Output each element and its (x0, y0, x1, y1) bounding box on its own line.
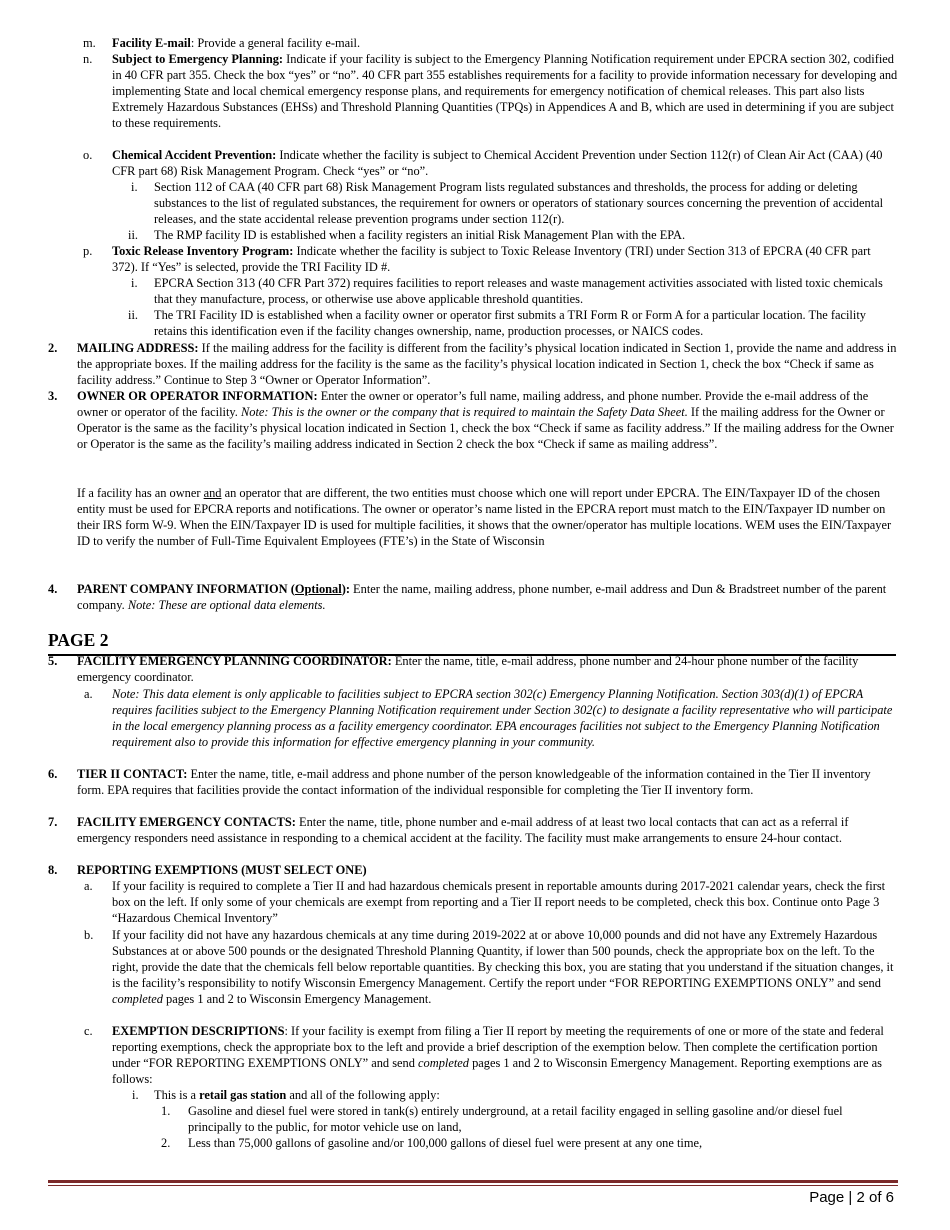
item-text: If your facility is required to complete a Tier II and had hazardous chemicals present in reportable amounts during 2017-2021 calendar years, check the first box on the left. If only some of your chemicals are exempt from reporting and a Tier II report needs to be completed, check this box. Continue onto Page 3 “Hazardous Chemical Inventory” (112, 879, 886, 925)
page-number: Page | 2 of 6 (809, 1189, 894, 1206)
section-note: Note: These are optional data elements. (127, 598, 326, 612)
item-title: Facility E-mail (112, 36, 191, 50)
item-text: Less than 75,000 gallons of gasoline and/or 100,000 gallons of diesel fuel were present at any one time, (188, 1136, 703, 1150)
page-2-heading: PAGE 2 (48, 630, 896, 656)
item-text: Indicate whether the facility is subject to Toxic Release Inventory (TRI) under Section 313 of EPCRA (40 CFR part 372). If “Yes” is selected, provide the TRI Facility ID #. (112, 244, 871, 274)
section-title: FACILITY EMERGENCY CONTACTS: (77, 815, 296, 829)
item-label: b. (84, 928, 94, 942)
section-2-mailing-address (48, 340, 898, 388)
item-title: Subject to Emergency Planning: (112, 52, 284, 66)
section-title: FACILITY EMERGENCY PLANNING COORDINATOR: (77, 654, 392, 668)
item-text: Note: This data element is only applicable to facilities subject to EPCRA section 302(c) Emergency Planning Notification. Section 303(d)(1) of EPCRA requires facilities subject to the Emergency Planning Notification requirement under Section 302(c) to designate a facility representative who will participate in the local emergency planning process as a facility emergency coordinator. EPA encourages facilities not subject to the Emergency Planning Notification requirement also to provide this information for effective emergency planning in your community. (112, 687, 893, 749)
section-8-c-i-1 (161, 1103, 898, 1135)
section-7-emergency-contacts (48, 814, 898, 846)
item-label: p. (83, 244, 93, 258)
item-label: i. (131, 276, 138, 290)
section-3-owner-operator (48, 388, 898, 452)
section-number: 5. (48, 654, 58, 668)
section-8-c-i: i. This is a retail gas station and all of the following apply: (132, 1088, 440, 1102)
item-text: The RMP facility ID is established when a facility registers an initial Risk Management Plan with the EPA. (154, 228, 686, 242)
item-label: 1. (161, 1104, 171, 1118)
section-note: Note: This is the owner or the company that is required to maintain the Safety Data Sheet. (241, 405, 688, 419)
section-8-item-a (84, 878, 898, 926)
section-text: Enter the name, title, phone number and e-mail address of at least two local contacts that can act as a referral if emergency responders need assistance in responding to a chemical accident at the facility. The facility must make arrangements to ensure 24-hour contact. (77, 815, 849, 845)
item-o (83, 147, 898, 179)
item-title: Toxic Release Inventory Program: (112, 244, 294, 258)
item-label: m. (83, 36, 96, 50)
item-text: EPCRA Section 313 (40 CFR Part 372) requires facilities to report releases and waste management activities associated with listed toxic chemicals that they manufacture, process, or otherwise use above applicable threshold quantities. (154, 276, 883, 306)
section-5-note-a (84, 686, 898, 750)
section-number: 6. (48, 767, 58, 781)
item-label: o. (83, 148, 93, 162)
section-title: TIER II CONTACT: (77, 767, 188, 781)
section-number: 7. (48, 815, 58, 829)
item-p (83, 243, 898, 275)
item-label: i. (132, 1088, 139, 1102)
section-title: REPORTING EXEMPTIONS (MUST SELECT ONE) (77, 863, 367, 877)
item-label: c. (84, 1024, 93, 1038)
section-8-item-b: b. If your facility did not have any hazardous chemicals at any time during 2019-2022 at or above 10,000 pounds and did not have any Extremely Hazardous Substances at or above 500 pounds or the designated Threshold Planning Quantity, if lower than 500 pounds, check the appropriate box on the left. To the right, provide the date that the chemicals fell below reportable quantities. By checking this box, you are stating that you understand if the situation changes, it is the facility’s responsibility to notify Wisconsin Emergency Management. Certify the report under “FOR REPORTING EXEMPTIONS ONLY” and send completed pages 1 and 2 to Wisconsin Emergency Management. (84, 928, 894, 1006)
section-title: PARENT COMPANY INFORMATION (Optional): (77, 582, 350, 596)
section-8-item-c: c. EXEMPTION DESCRIPTIONS: If your facility is exempt from filing a Tier II report by meeting the requirements of one or more of the state and federal reporting exemptions, check the appropriate box to the left and provide a brief description of the exemption below. Then complete the certification portion under “FOR REPORTING EXEMPTIONS ONLY” and send completed pages 1 and 2 to Wisconsin Emergency Management. Reporting exemptions are as follows: (84, 1024, 884, 1086)
item-p-i (131, 275, 898, 307)
footer-rule-thin (48, 1185, 898, 1186)
section-3-paragraph: If a facility has an owner and an operator that are different, the two entities must choose which one will report under EPCRA. The EIN/Taxpayer ID of the chosen entity must be used for EPCRA reports and notifications. The owner or operator’s name listed in the EPCRA report must match to the EIN/Taxpayer ID number on their IRS form W-9. When the EIN/Taxpayer ID is used for multiple facilities, it shows that the owner/operator has multiple locations. WEM uses the EIN/Taxpayer ID to verify the number of Full-Time Equivalent Employees (FTE’s) in the State of Wisconsin (77, 486, 892, 548)
section-8-c-i-2 (161, 1135, 898, 1151)
section-number: 3. (48, 389, 58, 403)
item-text: Gasoline and diesel fuel were stored in tank(s) entirely underground, at a retail facility engaged in selling gasoline and/or diesel fuel principally to the public, for motor vehicle use on land, (188, 1104, 843, 1134)
item-label: i. (131, 180, 138, 194)
item-o-ii (128, 227, 898, 243)
section-text: Enter the name, title, e-mail address and phone number of the person knowledgeable of the information contained in the Tier II inventory form. EPA requires that facilities provide the contact information of the individual responsible for completing the Tier II inventory form. (77, 767, 871, 797)
item-label: a. (84, 879, 93, 893)
section-6-tier-ii-contact (48, 766, 898, 798)
item-o-i (131, 179, 898, 227)
item-m (83, 35, 898, 51)
section-text: If the mailing address for the Owner or Operator is the same as the facility’s physical location indicated in Section 1, check the box “Check if same as facility address.” If the mailing address for the Owner or Operator is the same as the facility’s mailing address indicated in Section 2 check the box “Check if same as mailing address”. (77, 405, 894, 451)
section-5-emergency-coordinator (48, 653, 898, 685)
item-text: Indicate if your facility is subject to the Emergency Planning Notification requirement under EPCRA section 302, codified in 40 CFR part 355. Check the box “yes” or “no”. 40 CFR part 355 establishes requirements for a facility to provide information necessary for developing and implementing State and local chemical emergency response plans, and requirements for emergency notification of chemical releases. This part also lists Extremely Hazardous Substances (EHSs) and Threshold Planning Quantities (TPQs) in Appendices A and B, which are used in determining if you are subject to these requirements. (112, 52, 898, 130)
section-text: If the mailing address for the facility is different from the facility’s physical location indicated in Section 1, provide the name and address in the appropriate boxes. If the mailing address for the facility is the same as the facility’s physical location indicated in Section 1, check the box “Check if same as facility address.” Continue to Step 3 “Owner or Operator Information”. (77, 341, 897, 387)
section-title: OWNER OR OPERATOR INFORMATION: (77, 389, 318, 403)
item-n (83, 51, 898, 131)
item-text: Indicate whether the facility is subject to Chemical Accident Prevention under Section 112(r) of Clean Air Act (CAA) (40 CFR part 68) Risk Management Program. Check “yes” or “no”. (112, 148, 883, 178)
section-8-reporting-exemptions (48, 862, 898, 878)
section-number: 4. (48, 582, 58, 596)
item-title: Chemical Accident Prevention: (112, 148, 277, 162)
item-title: EXEMPTION DESCRIPTIONS (112, 1024, 285, 1038)
item-p-ii (128, 307, 898, 339)
item-label: n. (83, 52, 93, 66)
item-label: a. (84, 687, 93, 701)
section-number: 2. (48, 341, 58, 355)
item-text: Section 112 of CAA (40 CFR part 68) Risk Management Program lists regulated substances and thresholds, the process for adding or deleting substances to the list of regulated substances, the requirement for owners or operators of stationary sources concerning the prevention of accidental releases, and the state accidental release prevention programs under section 112(r). (154, 180, 884, 226)
section-text: Enter the name, title, e-mail address, phone number and 24-hour phone number of the facility emergency coordinator. (77, 654, 859, 684)
section-text: Enter the name, mailing address, phone number, e-mail address and Dun & Bradstreet number of the parent company. (77, 582, 887, 612)
item-text: The TRI Facility ID is established when a facility owner or operator first submits a TRI Form R or Form A for a particular location. The facility retains this identification even if the facility changes ownership, name, production processes, or NAICS codes. (154, 308, 866, 338)
item-label: ii. (128, 308, 138, 322)
section-title: MAILING ADDRESS: (77, 341, 199, 355)
footer-rule (48, 1180, 898, 1183)
item-label: ii. (128, 228, 138, 242)
section-number: 8. (48, 863, 58, 877)
section-text: Enter the owner or operator’s full name, mailing address, and phone number. Provide the e-mail address of the owner or operator of the facility. (77, 389, 869, 419)
item-label: 2. (161, 1136, 171, 1150)
item-text: : Provide a general facility e-mail. (190, 36, 361, 50)
section-4-parent-company (48, 581, 898, 613)
